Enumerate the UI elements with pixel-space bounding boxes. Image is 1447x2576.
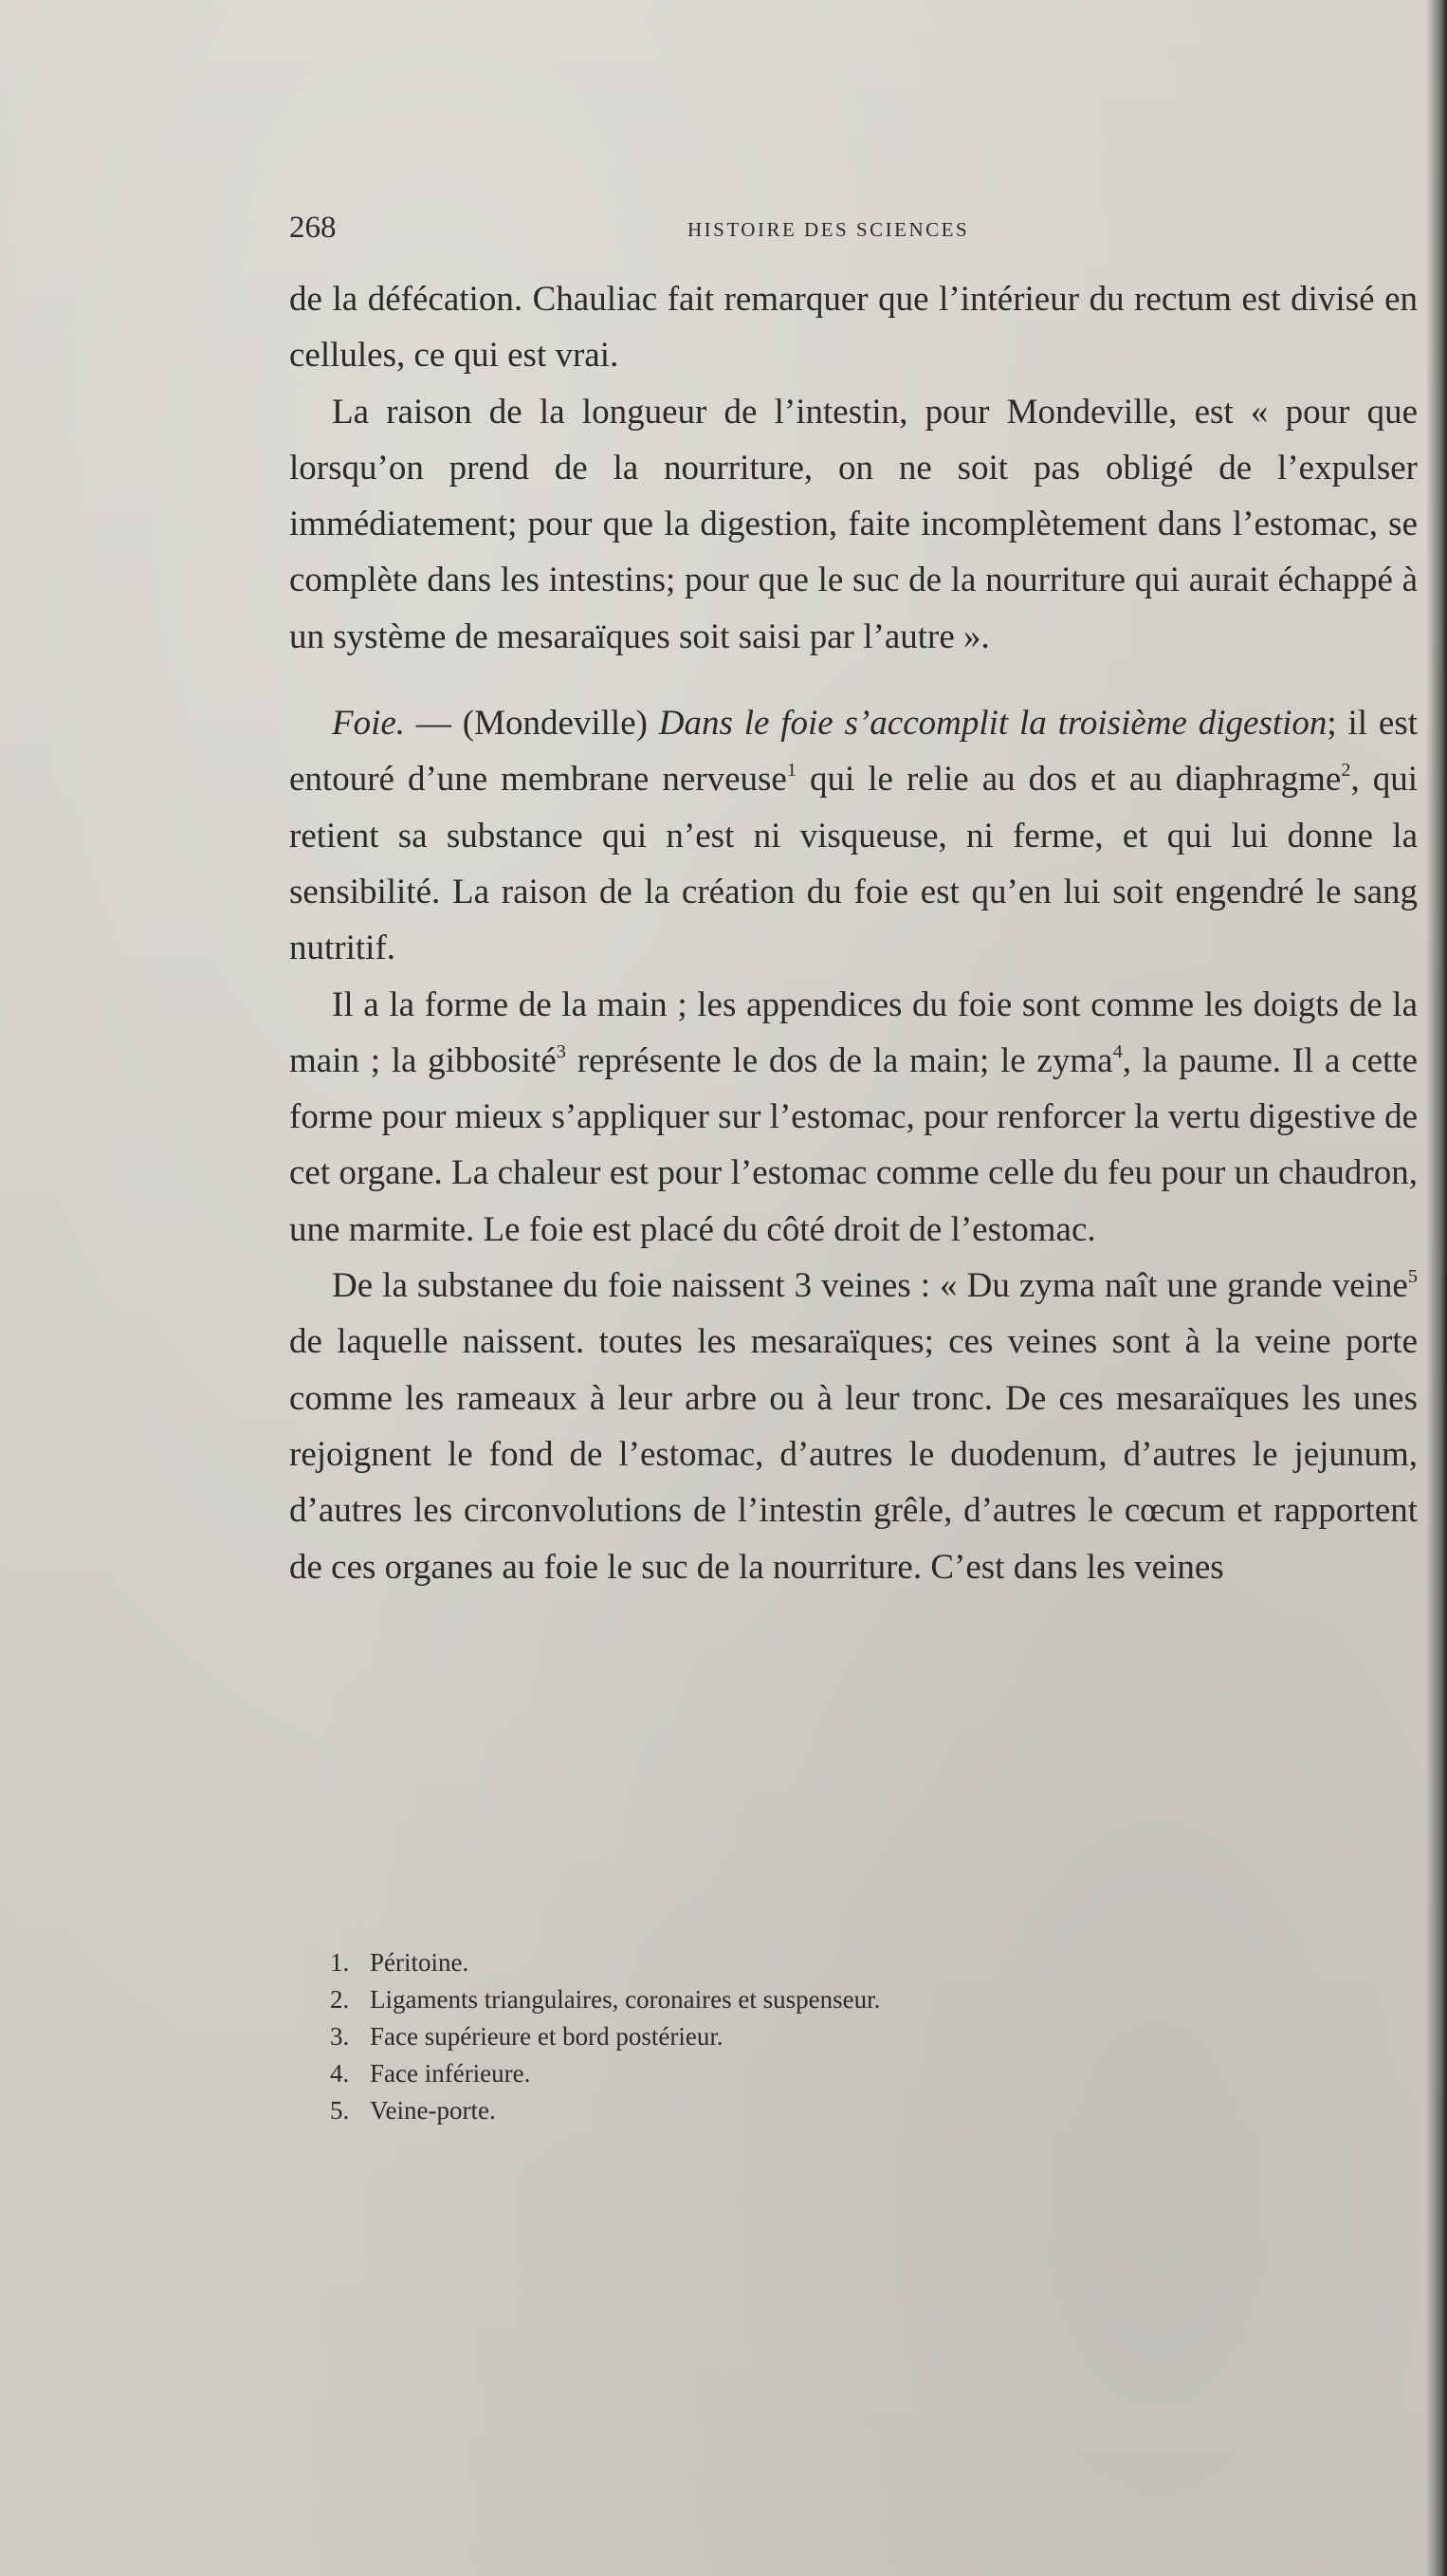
emphasis-text: Dans le foie s’accomplit la troisième digestion — [658, 704, 1328, 744]
paragraph-5 — [289, 1258, 1418, 1595]
footnote-text: Veine-porte. — [370, 2096, 496, 2125]
text-segment: ; il est entouré d’une membrane nerveuse — [289, 704, 1419, 800]
footnote-number: 3. — [330, 2022, 350, 2051]
footnote-ref-3: 3 — [556, 1040, 566, 1062]
text-segment: de laquelle naissent. toutes les mesaraïques; ces veines sont à la veine porte comme les rameaux à leur arbre ou à leur tronc. De ces mesaraïques les unes rejoignent le fond de l’estomac, d’autres le duodenum, d’autres le jejunum, d’autres les circonvolutions de l’intestin grêle, d’autres le cœcum et rapportent de ces organes au foie le suc de la nourriture. C’est dans les veines — [289, 1322, 1418, 1587]
attribution: (Mondeville) — [462, 704, 659, 744]
text-segment: , la paume. Il a cette forme pour mieux s’appliquer sur l’estomac, pour renforcer la vertu digestive de cet organe. La chaleur est pour l’estomac comme celle du feu pour un chaudron, une marmite. Le foie est placé du côté droit de l’estomac. — [289, 1040, 1419, 1249]
paragraph-foie — [289, 695, 1418, 976]
footnote-text: Face inférieure. — [370, 2059, 531, 2088]
footnotes — [330, 1944, 1420, 2129]
text-segment: qui le relie au dos et au diaphragme — [797, 760, 1342, 800]
footnote-number: 2. — [330, 1985, 350, 2014]
footnote-text: Face supérieure et bord postérieur. — [370, 2022, 724, 2051]
text-segment: , qui retient sa substance qui n’est ni visqueuse, ni ferme, et qui lui donne la sensibilité. La raison de la création du foie est qu’en lui soit engendré le sang nutritif. — [289, 760, 1418, 968]
body-text — [289, 271, 1418, 1595]
paragraph-1: de la défécation. Chauliac fait remarquer que l’intérieur du rectum est divisé en cellules, ce qui est vrai. — [289, 280, 1418, 376]
footnote-ref-4: 4 — [1112, 1040, 1123, 1062]
footnote — [330, 2055, 1420, 2092]
footnote-text: Péritoine. — [370, 1948, 469, 1977]
paragraph-4 — [289, 977, 1418, 1258]
footnote-ref-5: 5 — [1407, 1265, 1418, 1287]
page-header — [289, 211, 1418, 258]
page-number: 268 — [289, 211, 337, 245]
footnote — [330, 2018, 1420, 2055]
footnote-text: Ligaments triangulaires, coronaires et suspenseur. — [370, 1985, 881, 2014]
section-heading-foie: Foie. — [332, 704, 406, 744]
footnote-number: 4. — [330, 2059, 350, 2088]
footnote — [330, 1944, 1420, 1981]
footnote-number: 5. — [330, 2096, 350, 2125]
paragraph-2: La raison de la longueur de l’intestin, pour Mondeville, est « pour que lorsqu’on prend de la nourriture, on ne soit pas obligé de l’expulser immédiatement; pour que la digestion, faite incomplètement dans l’estomac, se complète dans les intestins; pour que le suc de la nourriture qui aurait échappé à un système de mesaraïques soit saisi par l’autre ». — [289, 392, 1418, 656]
heading-dash: — — [405, 704, 463, 744]
text-segment: Il a la forme de la main ; les appendices du foie sont comme les doigts de la main ; la gibbosité — [289, 984, 1418, 1080]
footnote-ref-1: 1 — [786, 760, 797, 782]
footnote-number: 1. — [330, 1948, 350, 1977]
running-title: HISTOIRE DES SCIENCES — [687, 218, 970, 241]
text-segment: représente le dos de la main; le zyma — [565, 1040, 1113, 1080]
footnote — [330, 2092, 1420, 2129]
footnote — [330, 1981, 1420, 2018]
page-edge-shadow — [1426, 0, 1447, 2576]
footnote-ref-2: 2 — [1341, 760, 1351, 782]
text-segment: De la substanee du foie naissent 3 veines : « Du zyma naît une grande veine — [332, 1266, 1408, 1306]
